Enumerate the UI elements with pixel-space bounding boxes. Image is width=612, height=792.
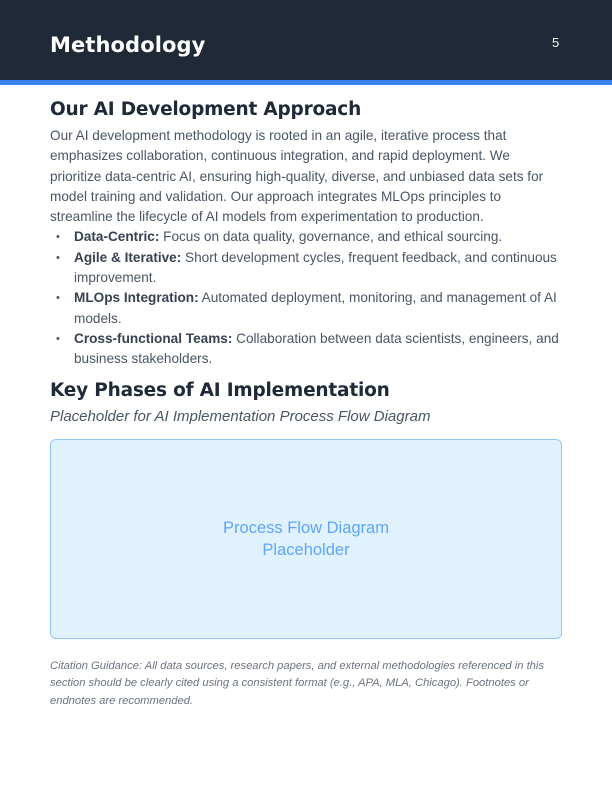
bullet-text: Focus on data quality, governance, and ethical sourcing. xyxy=(159,229,503,245)
bullet-label: MLOps Integration: xyxy=(74,290,199,306)
approach-bullet-list xyxy=(50,227,562,369)
citation-guidance: Citation Guidance: All data sources, research papers, and external methodologies referenced in this section should be clearly cited using a consistent format (e.g., APA, MLA, Chicago). Footnotes or endnotes are recommended. xyxy=(50,659,544,707)
bullet-text: Short development cycles, frequent feedback, and continuous improvement. xyxy=(74,249,557,286)
section-heading-approach: Our AI Development Approach xyxy=(50,99,362,120)
header-accent-strip xyxy=(0,80,612,85)
page-header xyxy=(0,0,612,80)
list-item xyxy=(50,329,562,370)
bullet-text: Automated deployment, monitoring, and management of AI models. xyxy=(74,290,557,326)
list-item xyxy=(50,248,562,289)
bullet-text: Collaboration between data scientists, engineers, and business stakeholders. xyxy=(74,330,559,367)
section-heading-phases: Key Phases of AI Implementation xyxy=(50,379,390,401)
approach-paragraph: Our AI development methodology is rooted in an agile, iterative process that emphasizes collaboration, continuous integration, and rapid deployment. We prioritize data-centric AI, ensuring high-quality, diverse, and unbiased data sets for model training and validation. Our approach integrates MLOps principles to streamline the lifecycle of AI models from experimentation to production. xyxy=(50,128,544,225)
bullet-label: Data-Centric: xyxy=(74,229,160,245)
list-item xyxy=(50,288,562,329)
page-content xyxy=(50,97,562,710)
list-item xyxy=(50,227,562,247)
page-title: Methodology xyxy=(50,33,206,57)
page-number: 5 xyxy=(552,35,560,50)
diagram-caption: Placeholder for AI Implementation Process Flow Diagram xyxy=(50,407,431,425)
bullet-label: Agile & Iterative: xyxy=(74,249,182,265)
bullet-label: Cross-functional Teams: xyxy=(74,330,233,346)
diagram-placeholder-text: Process Flow Diagram Placeholder xyxy=(223,518,389,559)
process-flow-diagram-placeholder xyxy=(50,439,562,639)
